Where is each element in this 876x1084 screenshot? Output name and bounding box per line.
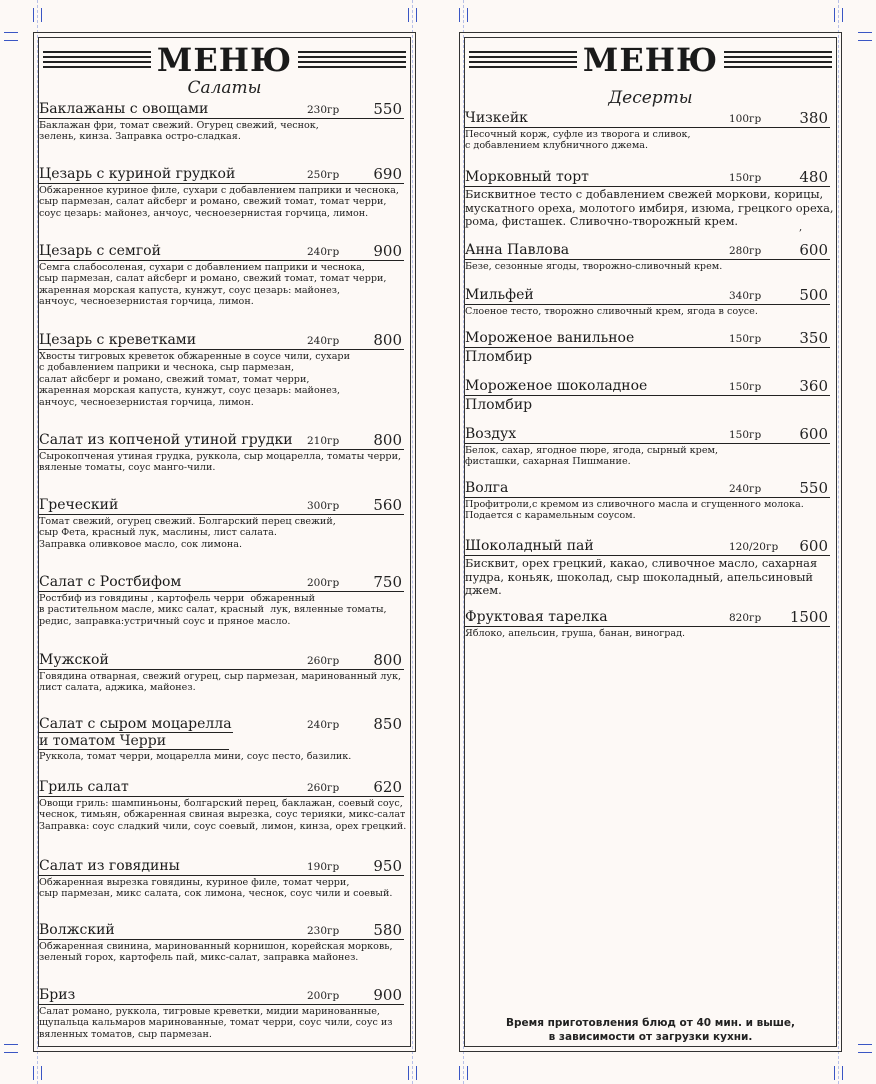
item-weight: 120/20гр <box>729 541 779 553</box>
item-subtitle: Пломбир <box>465 349 533 365</box>
item-price: 560 <box>373 496 402 514</box>
salads-page <box>33 32 416 1052</box>
menu-item <box>465 608 836 639</box>
item-weight: 150гр <box>729 172 762 184</box>
item-weight: 300гр <box>307 500 340 512</box>
item-price: 360 <box>799 377 828 395</box>
item-weight: 250гр <box>307 169 340 181</box>
item-price: 550 <box>799 479 828 497</box>
item-price: 690 <box>373 165 402 183</box>
menu-item-row <box>465 537 830 556</box>
item-name: Шоколадный пай <box>465 538 594 554</box>
item-description: Семга слабосоленая, сухари с добавлением паприки и чеснока, сыр пармезан, салат айсберг и романо, свежий томат, томат черри, жаренная морская капуста, кунжут, соус цезарь: майонез, анчоус, чесноезернистая горчица, лимон. <box>39 262 387 308</box>
item-name: Цезарь с креветками <box>39 332 197 348</box>
crop-mark <box>467 1066 468 1080</box>
menu-item-row <box>39 165 404 184</box>
menu-item <box>39 715 410 762</box>
menu-item-row <box>465 425 830 444</box>
item-name: Чизкейк <box>465 110 528 126</box>
item-price: 800 <box>373 331 402 349</box>
item-name: Греческий <box>39 497 119 513</box>
item-name: Мороженое ванильное <box>465 330 635 346</box>
menu-item-row <box>39 857 404 876</box>
item-price: 580 <box>373 921 402 939</box>
item-price: 480 <box>799 168 828 186</box>
crop-mark <box>4 1052 18 1053</box>
menu-item <box>465 286 836 317</box>
menu-item <box>39 986 410 1040</box>
item-weight: 280гр <box>729 245 762 257</box>
menu-item <box>465 537 836 598</box>
menu-item <box>39 573 410 627</box>
menu-item-row <box>39 496 404 515</box>
item-price: 1500 <box>789 608 828 626</box>
item-price: 950 <box>373 857 402 875</box>
item-description: Белок, сахар, ягодное пюре, ягода, сырный крем, фисташки, сахарная Пишмание. <box>465 445 719 468</box>
item-description: Обжаренное куриное филе, сухари с добавлением паприки и чеснока, сыр пармезан, салат айсберг и романо, свежий томат, томат черри, соус цезарь: майонез, анчоус, чесноезернистая горчица, лимон. <box>39 185 399 219</box>
name-underline <box>39 732 233 733</box>
item-price: 500 <box>799 286 828 304</box>
item-price: 600 <box>799 425 828 443</box>
item-name: Салат с Ростбифом <box>39 574 182 590</box>
item-name: Салат из говядины <box>39 858 180 874</box>
menu-item <box>39 857 410 900</box>
item-price: 900 <box>373 986 402 1004</box>
item-price: 800 <box>373 651 402 669</box>
menu-header <box>39 42 410 78</box>
menu-item <box>465 425 836 468</box>
item-weight: 200гр <box>307 577 340 589</box>
item-name: Морковный торт <box>465 169 589 185</box>
item-description: Хвосты тигровых креветок обжаренные в соусе чили, сухари с добавлением паприки и чеснока, сыр пармезан, салат айсберг и романо, свежий томат, томат черри, жаренная морская капуста, кунжут, соус цезарь: майонез, анчоус, чесноезернистая горчица, лимон. <box>39 351 350 408</box>
item-name: Салат из копченой утиной грудки <box>39 432 293 448</box>
menu-item-row <box>39 573 404 592</box>
item-subtitle: Пломбир <box>465 397 533 413</box>
menu-item-row <box>465 241 830 260</box>
item-description: Обжаренная свинина, маринованный корнишон, корейская морковь, зеленый горох, картофель пай, микс-салат, заправка майонез. <box>39 941 393 964</box>
menu-item <box>465 377 836 414</box>
section-title: Десерты <box>608 88 693 108</box>
menu-item <box>39 651 410 694</box>
menu-item-row <box>39 778 404 797</box>
crop-mark <box>459 1066 460 1080</box>
menu-title: МЕНЮ <box>582 41 719 79</box>
item-name-continued: и томатом Черри <box>39 733 229 750</box>
menu-item-row <box>465 109 830 128</box>
item-description: Овощи гриль: шампиньоны, болгарский перец, баклажан, соевый соус, чеснок, тимьян, обжаренная свиная вырезка, соус терияки, микс-салат Заправка: соус сладкий чили, соус соевый, лимон, кинза, орех грецкий. <box>39 798 407 832</box>
crop-mark <box>408 8 409 22</box>
menu-header <box>465 42 836 78</box>
item-price: 600 <box>799 537 828 555</box>
menu-item <box>39 242 410 308</box>
item-price: 850 <box>373 715 402 733</box>
menu-item <box>39 921 410 964</box>
crop-mark <box>858 32 872 33</box>
crop-mark <box>834 8 835 22</box>
item-description: Профитроли,с кремом из сливочного масла и сгущенного молока. Подается с карамельным соусом. <box>465 499 804 522</box>
item-weight: 150гр <box>729 333 762 345</box>
item-description: Руккола, томат черри, моцарелла мини, соус песто, базилик. <box>39 751 352 762</box>
item-price: 800 <box>373 431 402 449</box>
menu-item <box>39 496 410 550</box>
item-name: Мильфей <box>465 287 534 303</box>
item-price: 380 <box>799 109 828 127</box>
menu-item <box>465 241 836 272</box>
item-name: Воздух <box>465 426 517 442</box>
item-name: Анна Павлова <box>465 242 570 258</box>
item-name: Мужской <box>39 652 109 668</box>
item-weight: 260гр <box>307 782 340 794</box>
crop-mark <box>33 8 34 22</box>
crop-mark <box>842 1066 843 1080</box>
menu-item <box>39 165 410 219</box>
crop-mark <box>41 8 42 22</box>
item-name: Баклажаны с овощами <box>39 101 209 117</box>
item-price: 900 <box>373 242 402 260</box>
crop-mark <box>33 1066 34 1080</box>
item-name: Салат с сыром моцарелла <box>39 716 232 732</box>
item-weight: 240гр <box>307 335 340 347</box>
item-weight: 190гр <box>307 861 340 873</box>
item-weight: 100гр <box>729 113 762 125</box>
menu-item <box>465 109 836 152</box>
header-stripes <box>469 51 577 69</box>
item-weight: 340гр <box>729 290 762 302</box>
crop-mark <box>858 1044 872 1045</box>
item-name: Цезарь с семгой <box>39 243 161 259</box>
item-name: Фруктовая тарелка <box>465 609 608 625</box>
menu-item-row <box>39 715 404 733</box>
item-description: Баклажан фри, томат свежий. Огурец свежий, чеснок, зелень, кинза. Заправка остро-сладкая. <box>39 120 319 143</box>
crop-mark <box>408 1066 409 1080</box>
menu-item-row <box>465 168 830 187</box>
item-description: Бисквитное тесто с добавлением свежей моркови, корицы, мускатного ореха, молотого имбиря, изюма, грецкого ореха, рома, фисташек. Сливочно-творожный крем. <box>465 187 834 229</box>
item-weight: 260гр <box>307 655 340 667</box>
item-weight: 230гр <box>307 104 340 116</box>
crop-mark <box>41 1066 42 1080</box>
menu-item-row <box>465 286 830 305</box>
item-description: Томат свежий, огурец свежий. Болгарский перец свежий, сыр Фета, красный лук, маслины, лист салата. Заправка оливковое масло, сок лимона. <box>39 516 336 550</box>
crop-mark <box>467 8 468 22</box>
item-description: Говядина отварная, свежий огурец, сыр пармезан, маринованный лук, лист салата, аджика, майонез. <box>39 671 402 694</box>
item-description: Слоеное тесто, творожно сливочный крем, ягода в соусе. <box>465 306 758 317</box>
item-weight: 230гр <box>307 925 340 937</box>
menu-item <box>39 431 410 474</box>
menu-item <box>39 100 410 143</box>
item-description: Бисквит, орех грецкий, какао, сливочное масло, сахарная пудра, коньяк, шоколад, сыр шоколадный, апельсиновый джем. <box>465 556 818 598</box>
item-weight: 200гр <box>307 990 340 1002</box>
menu-item-row <box>39 331 404 350</box>
menu-item-row <box>39 242 404 261</box>
crop-mark <box>858 1052 872 1053</box>
menu-item <box>465 329 836 366</box>
menu-item-row <box>39 921 404 940</box>
crop-mark <box>459 8 460 22</box>
item-weight: 820гр <box>729 612 762 624</box>
item-description: Обжаренная вырезка говядины, куриное филе, томат черри, сыр пармезан, микс салата, сок лимона, чеснок, соус чили и соевый. <box>39 877 393 900</box>
crop-mark <box>834 1066 835 1080</box>
header-stripes <box>298 51 406 69</box>
cooking-time-note: Время приготовления блюд от 40 мин. и выше, в зависимости от загрузки кухни. <box>505 1017 796 1043</box>
header-stripes <box>724 51 832 69</box>
menu-item-row <box>465 608 830 627</box>
crop-mark <box>4 1044 18 1045</box>
crop-mark <box>842 8 843 22</box>
menu-item-row <box>465 377 830 396</box>
item-price: 350 <box>799 329 828 347</box>
item-weight: 150гр <box>729 381 762 393</box>
stray-mark: , <box>799 222 803 233</box>
menu-item-row <box>39 651 404 670</box>
menu-item-row <box>39 431 404 450</box>
crop-mark <box>4 32 18 33</box>
item-description: Салат романо, руккола, тигровые креветки, мидии маринованные, щупальца кальмаров маринованные, томат черри, соус чили, соус из вяленных томатов, сыр пармезан. <box>39 1006 393 1040</box>
item-weight: 240гр <box>307 246 340 258</box>
item-description: Яблоко, апельсин, груша, банан, виноград. <box>465 628 686 639</box>
item-price: 600 <box>799 241 828 259</box>
menu-item-row <box>465 329 830 348</box>
menu-title: МЕНЮ <box>156 41 293 79</box>
item-weight: 240гр <box>307 719 340 731</box>
header-stripes <box>43 51 151 69</box>
item-name: Гриль салат <box>39 779 129 795</box>
item-weight: 240гр <box>729 483 762 495</box>
item-price: 550 <box>373 100 402 118</box>
menu-item <box>39 331 410 408</box>
item-description: Песочный корж, суфле из творога и сливок, с добавлением клубничного джема. <box>465 129 691 152</box>
menu-item <box>39 778 410 832</box>
item-name: Бриз <box>39 987 76 1003</box>
item-weight: 210гр <box>307 435 340 447</box>
menu-item-row <box>465 479 830 498</box>
item-name: Мороженое шоколадное <box>465 378 648 394</box>
item-name: Волжский <box>39 922 115 938</box>
item-weight: 150гр <box>729 429 762 441</box>
menu-item-row <box>39 100 404 119</box>
item-name: Цезарь с куриной грудкой <box>39 166 236 182</box>
menu-item-row <box>39 986 404 1005</box>
menu-item <box>465 168 836 229</box>
item-description: Сырокопченая утиная грудка, руккола, сыр моцарелла, томаты черри, вяленые томаты, соус манго-чили. <box>39 451 402 474</box>
crop-mark <box>858 40 872 41</box>
item-description: Ростбиф из говядины , картофель черри обжаренный в растительном масле, микс салат, красный лук, вяленные томаты, редис, заправка:устричный соус и пряное масло. <box>39 593 387 627</box>
item-price: 750 <box>373 573 402 591</box>
item-price: 620 <box>373 778 402 796</box>
desserts-page <box>459 32 842 1052</box>
menu-item <box>465 479 836 522</box>
crop-mark <box>416 1066 417 1080</box>
item-description: Безе, сезонные ягоды, творожно-сливочный крем. <box>465 261 723 272</box>
item-name: Волга <box>465 480 509 496</box>
section-title: Салаты <box>187 78 262 98</box>
crop-mark <box>4 40 18 41</box>
crop-mark <box>416 8 417 22</box>
